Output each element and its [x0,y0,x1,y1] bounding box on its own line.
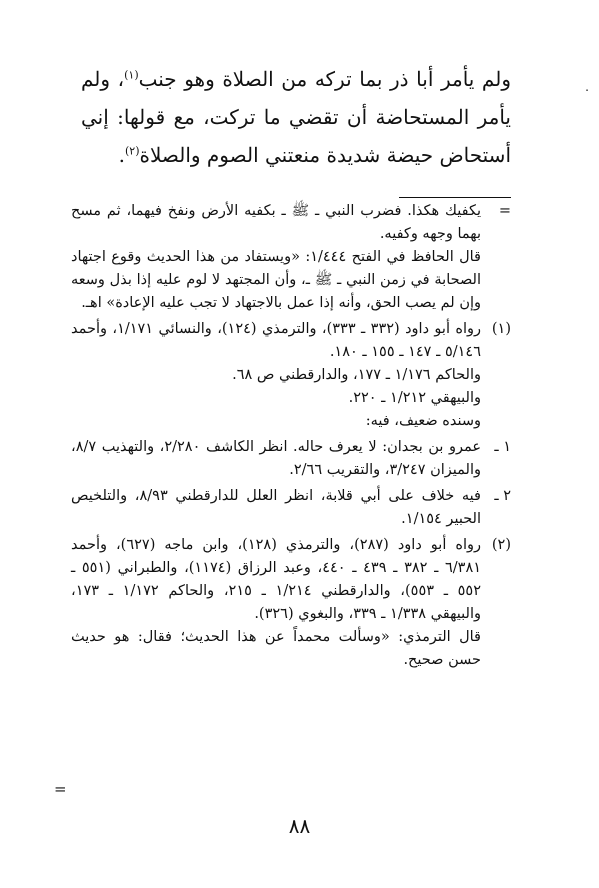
footnote-1-item-2 [71,485,511,531]
main-line-2: يأمر المستحاضة أن تقضي ما تركت، مع قولها: إني [81,105,511,129]
footnote-paragraph: رواه أبو داود (٣٣٢ ـ ٣٣٣)، والترمذي (١٢٤)، والنسائي ١/١٧١، وأحمد ٥/١٤٦ ـ ١٤٧ ـ ١٥٥ ـ ١٨٠. [71,321,482,360]
footnote-paragraph: قال الترمذي: «وسألت محمداً عن هذا الحديث؛ فقال: هو حديث حسن صحيح. [71,629,481,668]
footnote-paragraph: والحاكم ١/١٧٦ ـ ١٧٧، والدارقطني ص ٦٨. [232,367,481,383]
footnote-mark: ١ ـ [494,439,511,455]
footnote-mark: (٢) [491,537,511,553]
footnote-mark: = [498,203,511,219]
main-line-1: ولم يأمر أبا ذر بما تركه من الصلاة وهو جنب [138,67,511,91]
main-line-3: أستحاض حيضة شديدة منعتني الصوم والصلاة [139,143,511,167]
footnote-1 [71,318,511,433]
footnote-continued [71,200,511,315]
footnote-2 [71,534,511,672]
footnote-separator [399,197,511,198]
continuation-mark: = [54,780,67,798]
footnote-1-item-1 [71,436,511,482]
footnote-paragraph: والبيهقي ١/٢١٢ ـ ٢٢٠. [348,390,481,406]
footnote-paragraph: وسنده ضعيف، فيه: [365,413,481,429]
footnote-paragraph: رواه أبو داود (٢٨٧)، والترمذي (١٢٨)، وابن ماجه (٦٢٧)، وأحمد ٦/٣٨١ ـ ٣٨٢ ـ ٤٣٩ ـ ٤٤٠، وعبد الرزاق (١١٧٤)، والطبراني (٥٥١ ـ ٥٥٢ ـ ٥٥٣)، والدارقطني ١/٢١٤ ـ ٢١٥، والحاكم ١/١٧٢ ـ ١٧٣، والبيهقي ١/٣٣٨ ـ ٣٣٩، والبغوي (٣٢٦). [71,537,482,622]
footnote-paragraph: قال الحافظ في الفتح ١/٤٤٤: «ويستفاد من هذا الحديث وقوع اجتهاد الصحابة في زمن النبي ـ ﷺ ـ، وأن المجتهد لا لوم عليه إذا بذل وسعه وإن لم يصب الحق، وأنه إذا عمل بالاجتهاد لا تجب عليه الإعادة» اهـ. [71,249,481,311]
footnote-text [71,436,481,482]
footnote-text [71,200,481,315]
footnote-mark: ٢ ـ [494,488,511,504]
main-paragraph [81,60,511,174]
margin-dot: . [585,80,589,94]
footnote-ref-1[interactable]: (١) [124,68,139,82]
footnote-paragraph: عمرو بن بجدان: لا يعرف حاله. انظر الكاشف ٢/٢٨٠، والتهذيب ٨/٧، والميزان ٣/٢٤٧، والتقريب ٢/٦٦. [71,439,481,478]
footnotes [71,200,511,675]
main-line-3-end: . [118,143,125,167]
footnote-mark: (١) [491,321,511,337]
footnote-text [71,485,481,531]
main-line-1-end: ، ولم [81,67,125,91]
footnote-text [71,534,481,672]
page-number: ٨٨ [288,814,311,838]
footnote-paragraph: فيه خلاف على أبي قلابة، انظر العلل للدارقطني ٨/٩٣، والتلخيص الحبير ١/١٥٤. [71,488,481,527]
footnote-paragraph: يكفيك هكذا. فضرب النبي ـ ﷺ ـ بكفيه الأرض ونفخ فيهما، ثم مسح بهما وجهه وكفيه. [71,203,481,242]
footnote-text [71,318,481,433]
footnote-ref-2[interactable]: (٢) [124,144,140,158]
